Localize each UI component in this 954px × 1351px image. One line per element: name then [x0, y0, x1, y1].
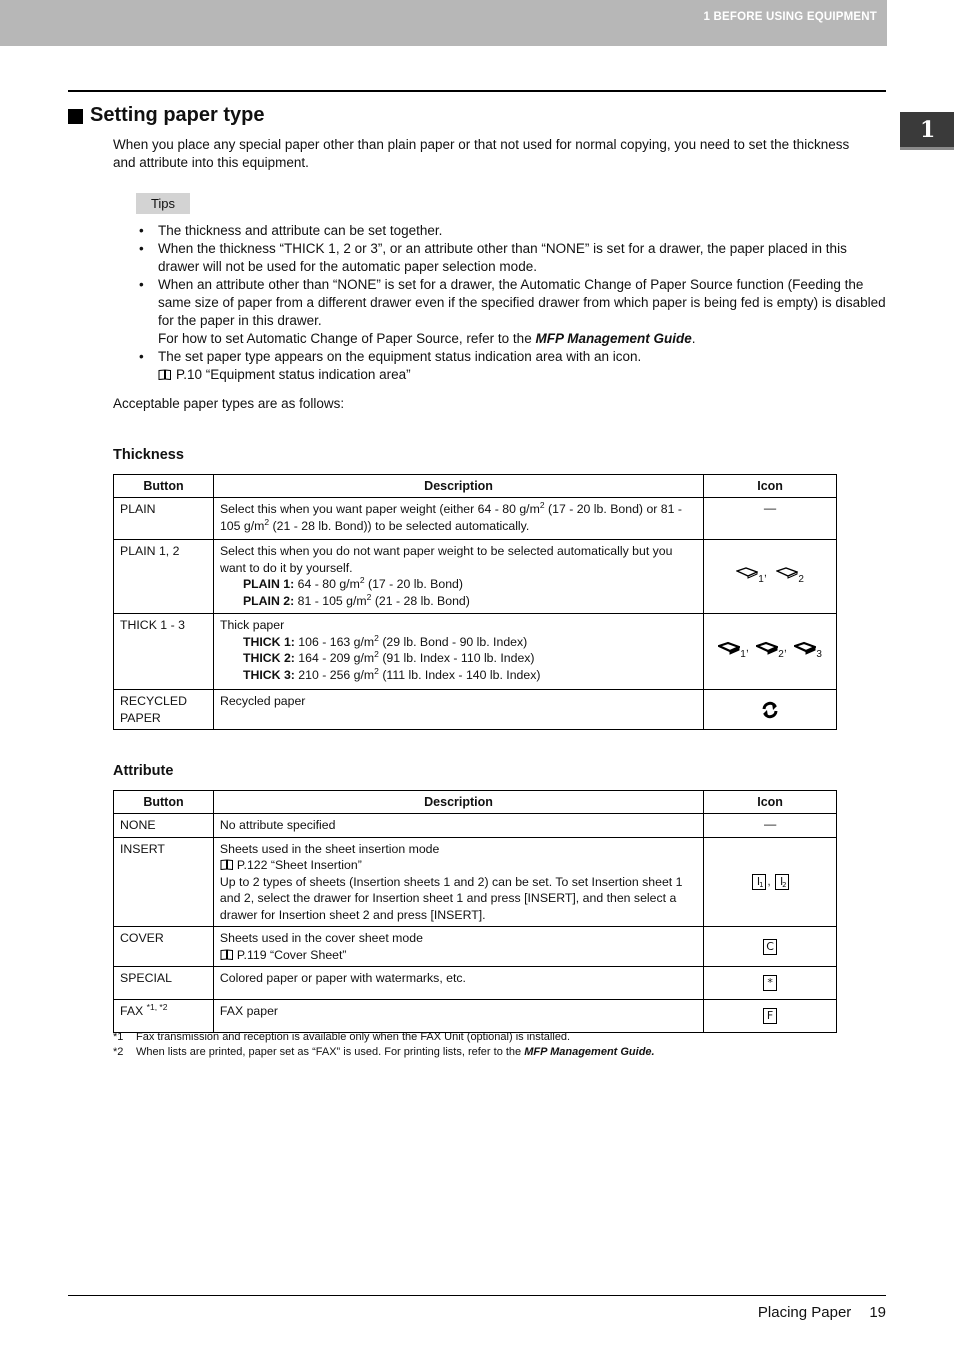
description-text: (91 lb. Index - 110 lb. Index)	[378, 651, 535, 665]
description-text: (17 - 20 lb. Bond)	[364, 577, 463, 591]
button-cell	[114, 1000, 214, 1033]
reference-line	[220, 947, 697, 964]
description-text: 164 - 209 g/m	[294, 651, 375, 665]
tips-badge: Tips	[136, 193, 190, 214]
description-cell: No attribute specified	[213, 814, 703, 838]
thickness-heading: Thickness	[113, 447, 184, 463]
tip-item: • The thickness and attribute can be set together.	[139, 223, 443, 238]
button-cell: PLAIN	[114, 498, 214, 540]
table-row	[114, 814, 837, 838]
page-footer	[758, 1304, 886, 1321]
table-header-row	[114, 791, 837, 814]
icon-cell: —	[704, 498, 837, 540]
footnote-mark: *1	[113, 1031, 124, 1043]
button-label: FAX	[120, 1004, 144, 1018]
sub-label: THICK 2:	[242, 651, 295, 665]
icon-subscript: 1	[759, 880, 764, 889]
description-text: Sheets used in the sheet insertion mode	[219, 841, 440, 856]
button-cell: INSERT	[114, 837, 214, 927]
superscript: 2	[359, 574, 365, 585]
comma: ,	[763, 567, 767, 580]
reference-line	[220, 857, 697, 874]
column-header: Description	[213, 475, 703, 498]
button-cell: THICK 1 - 3	[114, 614, 214, 690]
footnotes	[113, 1030, 655, 1060]
tip-text: When the thickness “THICK 1, 2 or 3”, or an attribute other than “NONE” is set for a drawer, the paper placed in this drawer will not be used for the automatic paper selection mode.	[158, 241, 847, 274]
column-header: Button	[114, 475, 214, 498]
column-header: Icon	[704, 475, 837, 498]
description-text: (111 lb. Index - 140 lb. Index)	[378, 667, 541, 682]
tip-text: .	[691, 331, 696, 346]
icon-cell	[704, 614, 837, 690]
book-icon	[220, 859, 234, 870]
sub-label: PLAIN 1:	[242, 577, 295, 591]
plain-paper-icon	[776, 566, 798, 580]
table-row	[114, 1000, 837, 1033]
description-subline	[220, 576, 697, 593]
description-subline	[220, 667, 697, 684]
table-row	[114, 927, 837, 967]
icon-cell	[704, 540, 837, 614]
table-row	[114, 690, 837, 730]
guide-reference[interactable]: MFP Management Guide	[535, 331, 692, 346]
superscript: 2	[374, 632, 379, 643]
icon-letter: I	[756, 874, 761, 888]
tip-text: The set paper type appears on the equipment status indication area with an icon.	[158, 349, 642, 364]
description-text: 64 - 80 g/m	[294, 577, 360, 591]
footnote-text: When lists are printed, paper set as “FAX” is used. For printing lists, refer to the	[136, 1046, 525, 1058]
icon-subscript: 3	[816, 649, 822, 661]
page-header-bar	[0, 0, 887, 46]
button-cell: PLAIN 1, 2	[114, 540, 214, 614]
sub-label: THICK 1:	[242, 634, 295, 649]
special-paper-icon: *	[763, 975, 777, 991]
icon-cell	[704, 837, 837, 927]
button-cell: COVER	[114, 927, 214, 967]
description-cell: FAX paper	[213, 1000, 703, 1033]
page-reference-link[interactable]: P.122 “Sheet Insertion”	[236, 858, 362, 872]
icon-letter: I	[779, 874, 784, 888]
chapter-label: 1 BEFORE USING EQUIPMENT	[703, 11, 877, 23]
icon-subscript: 1	[740, 649, 746, 661]
thick-paper-icon	[794, 641, 816, 655]
insert-sheet-1-icon	[752, 874, 766, 890]
comma: ,	[767, 876, 771, 888]
column-header: Button	[114, 791, 214, 814]
icon-subscript: 2	[778, 649, 784, 661]
section-title-text: Setting paper type	[90, 104, 265, 126]
comma: ,	[745, 642, 749, 655]
plain-paper-icon	[736, 566, 758, 580]
description-text: 81 - 105 g/m	[294, 593, 367, 608]
table-row	[114, 837, 837, 927]
book-icon	[220, 949, 234, 960]
icon-cell	[704, 1000, 837, 1033]
page-reference-link[interactable]: P.119 “Cover Sheet”	[236, 947, 347, 962]
superscript: 2	[264, 516, 270, 527]
description-cell	[213, 498, 703, 540]
button-cell: SPECIAL	[114, 967, 214, 1000]
description-text: (17 - 20 lb. Bond) or 81 - 105 g/m	[219, 502, 682, 533]
fax-paper-icon: F	[763, 1008, 777, 1024]
black-square-icon	[68, 109, 83, 124]
thick-paper-icon	[718, 641, 740, 655]
button-cell: NONE	[114, 814, 214, 838]
description-text: (29 lb. Bond - 90 lb. Index)	[378, 634, 528, 649]
column-header: Description	[213, 791, 703, 814]
table-row	[114, 967, 837, 1000]
chapter-tab: 1	[900, 112, 954, 150]
description-text: Up to 2 types of sheets (Insertion sheets 1 and 2) can be set. To set Insertion sheet 1 and 2, select the drawer for Insertion sheet 1 and press [INSERT], and then select a drawer for Insertion sheet 2 and press [INSERT].	[219, 874, 683, 922]
superscript: 2	[539, 499, 545, 510]
button-cell: RECYCLED PAPER	[114, 690, 214, 730]
superscript: 2	[374, 648, 379, 659]
description-cell	[213, 614, 703, 690]
thick-paper-icon	[756, 641, 778, 655]
icon-cell	[704, 967, 837, 1000]
thickness-table	[113, 474, 837, 730]
top-divider	[68, 90, 886, 92]
tip-item: • When the thickness “THICK 1, 2 or 3”, or an attribute other than “NONE” is set for a drawer, the paper placed in this drawer will not be used for the automatic paper selection mode.	[139, 241, 847, 274]
cover-sheet-icon: C	[763, 939, 777, 955]
description-cell: Recycled paper	[213, 690, 703, 730]
recycled-icon	[761, 701, 779, 719]
description-text: Sheets used in the cover sheet mode	[219, 931, 423, 945]
section-title	[68, 104, 264, 127]
guide-reference[interactable]: MFP Management Guide.	[524, 1046, 655, 1058]
icon-cell	[704, 927, 837, 967]
description-text: 210 - 256 g/m	[294, 667, 375, 682]
icon-cell: —	[704, 814, 837, 838]
description-subline	[220, 593, 697, 610]
insert-sheet-2-icon	[775, 874, 789, 890]
sub-label: PLAIN 2:	[242, 593, 295, 608]
description-text: Select this when you do not want paper weight to be selected automatically but you want to do it by yourself.	[219, 544, 673, 575]
tip-text: When an attribute other than “NONE” is set for a drawer, the Automatic Change of Paper Source function (Feeding the same size of paper from a different drawer even if the specified drawer from which paper is being fed is empty) is disabled for the paper in this drawer.	[158, 277, 886, 328]
description-text: (21 - 28 lb. Bond)) to be selected automatically.	[269, 518, 530, 533]
superscript: 2	[366, 591, 372, 602]
table-row	[114, 540, 837, 614]
tip-text: For how to set Automatic Change of Paper Source, refer to the	[158, 331, 536, 346]
footnote-text: Fax transmission and reception is available only when the FAX Unit (optional) is installed.	[136, 1031, 571, 1043]
sub-label: THICK 3:	[242, 667, 295, 682]
description-subline	[220, 634, 697, 651]
superscript: 2	[374, 665, 379, 676]
footer-section-title: Placing Paper	[757, 1304, 852, 1321]
description-text: Select this when you want paper weight (either 64 - 80 g/m	[219, 502, 540, 516]
tip-item: • The set paper type appears on the equipment status indication area with an icon. P.10 “Equipment status indication area”	[139, 349, 642, 382]
footnote	[113, 1030, 655, 1045]
footnote-mark: *2	[113, 1046, 124, 1058]
icon-cell	[704, 690, 837, 730]
tip-item: • When an attribute other than “NONE” is set for a drawer, the Automatic Change of Paper Source function (Feeding the same size of paper from a different drawer even if the specified drawer from which paper is being fed is empty) is disabled for the paper in this drawer. For how to set Automatic Change of Paper Source, refer to the MFP Management Guide.	[139, 277, 886, 346]
table-row	[114, 614, 837, 690]
comma: ,	[783, 642, 787, 655]
footnote-marks: *1, *2	[146, 1001, 168, 1012]
description-cell	[213, 927, 703, 967]
description-text: 106 - 163 g/m	[294, 634, 375, 649]
attribute-table	[113, 790, 837, 1033]
column-header: Icon	[704, 791, 837, 814]
bottom-divider	[68, 1295, 886, 1296]
acceptable-text: Acceptable paper types are as follows:	[113, 396, 345, 411]
description-text: Thick paper	[219, 618, 285, 632]
description-cell	[213, 837, 703, 927]
icon-subscript: 2	[798, 574, 804, 586]
intro-paragraph: When you place any special paper other than plain paper or that not used for normal copying, you need to set the thickness and attribute into this equipment.	[113, 137, 850, 170]
page-reference-link[interactable]: P.10 “Equipment status indication area”	[176, 367, 411, 382]
attribute-heading: Attribute	[113, 763, 174, 779]
description-text: (21 - 28 lb. Bond)	[371, 593, 470, 608]
table-header-row	[114, 475, 837, 498]
tips-list	[136, 222, 886, 384]
book-icon	[158, 369, 172, 380]
page-number: 19	[869, 1304, 886, 1321]
description-subline	[220, 650, 697, 667]
description-cell	[213, 540, 703, 614]
description-cell: Colored paper or paper with watermarks, etc.	[213, 967, 703, 1000]
icon-subscript: 2	[782, 880, 787, 889]
footnote	[113, 1045, 655, 1060]
tip-text: The thickness and attribute can be set together.	[158, 223, 443, 238]
icon-subscript: 1	[758, 574, 764, 586]
table-row	[114, 498, 837, 540]
